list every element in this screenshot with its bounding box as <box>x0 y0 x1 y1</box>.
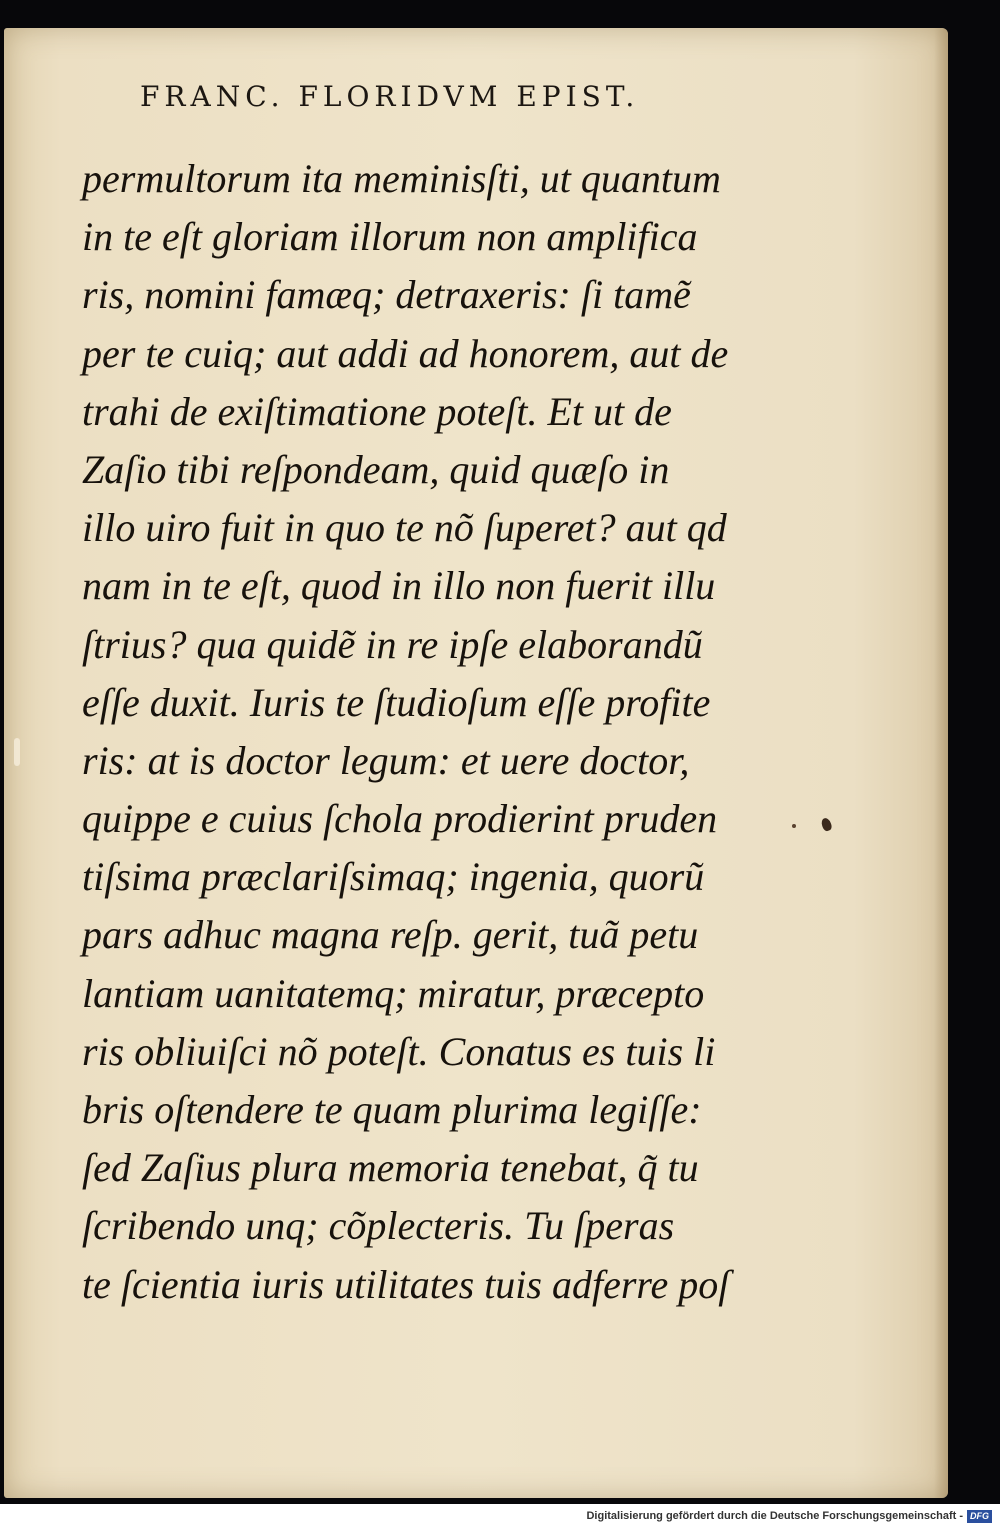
text-line: quippe e cuius ſchola prodierint pruden <box>82 796 718 842</box>
text-line: ſcribendo unq; cõplecteris. Tu ſperas <box>82 1203 675 1249</box>
text-line: ſed Zaſius plura memoria tenebat, q̃ tu <box>82 1145 699 1191</box>
ink-speck-small <box>792 824 796 828</box>
text-line: illo uiro fuit in quo te nõ ſuperet? aut qd <box>82 505 727 551</box>
text-line: trahi de exiſtimatione poteſt. Et ut de <box>82 388 672 434</box>
text-line: ris: at is doctor legum: et uere doctor, <box>82 737 690 783</box>
page-edge-shadow <box>934 28 948 1498</box>
text-line: ſtrius? qua quidẽ in re ipſe elaborandũ <box>82 621 703 667</box>
text-line: ris obliuiſci nõ poteſt. Conatus es tuis li <box>82 1028 716 1074</box>
page-edge-nick <box>14 738 20 766</box>
text-line: ris, nomini famæq; detraxeris: ſi tamẽ <box>82 272 691 318</box>
text-line: per te cuiq; aut addi ad honorem, aut de <box>82 330 729 376</box>
text-line: permultorum ita meminisſti, ut quantum <box>82 156 721 201</box>
text-line: pars adhuc magna reſp. gerit, tuã petu <box>82 912 699 958</box>
text-line: eſſe duxit. Iuris te ſtudioſum eſſe profite <box>82 679 711 725</box>
dfg-logo: DFG <box>967 1510 992 1523</box>
text-line: lantiam uanitatemq; miratur, præcepto <box>82 970 705 1016</box>
text-line: tiſsima præclariſsimaq; ingenia, quorũ <box>82 854 705 900</box>
text-line: nam in te eſt, quod in illo non fuerit illu <box>82 563 716 609</box>
text-line: te ſcientia iuris utilitates tuis adferre poſ <box>82 1261 730 1307</box>
text-line: bris oſtendere te quam plurima legiſſe: <box>82 1087 702 1132</box>
credit-text: Digitalisierung gefördert durch die Deutsche Forschungsgemeinschaft - <box>586 1510 963 1522</box>
digitization-credit <box>586 1508 992 1524</box>
text-line: Zaſio tibi reſpondeam, quid quæſo in <box>82 446 670 492</box>
text-line: in te eſt gloriam illorum non amplifica <box>82 214 698 260</box>
running-head: FRANC. FLORIDVM EPIST. <box>140 80 640 113</box>
page-body-text <box>82 150 772 1314</box>
